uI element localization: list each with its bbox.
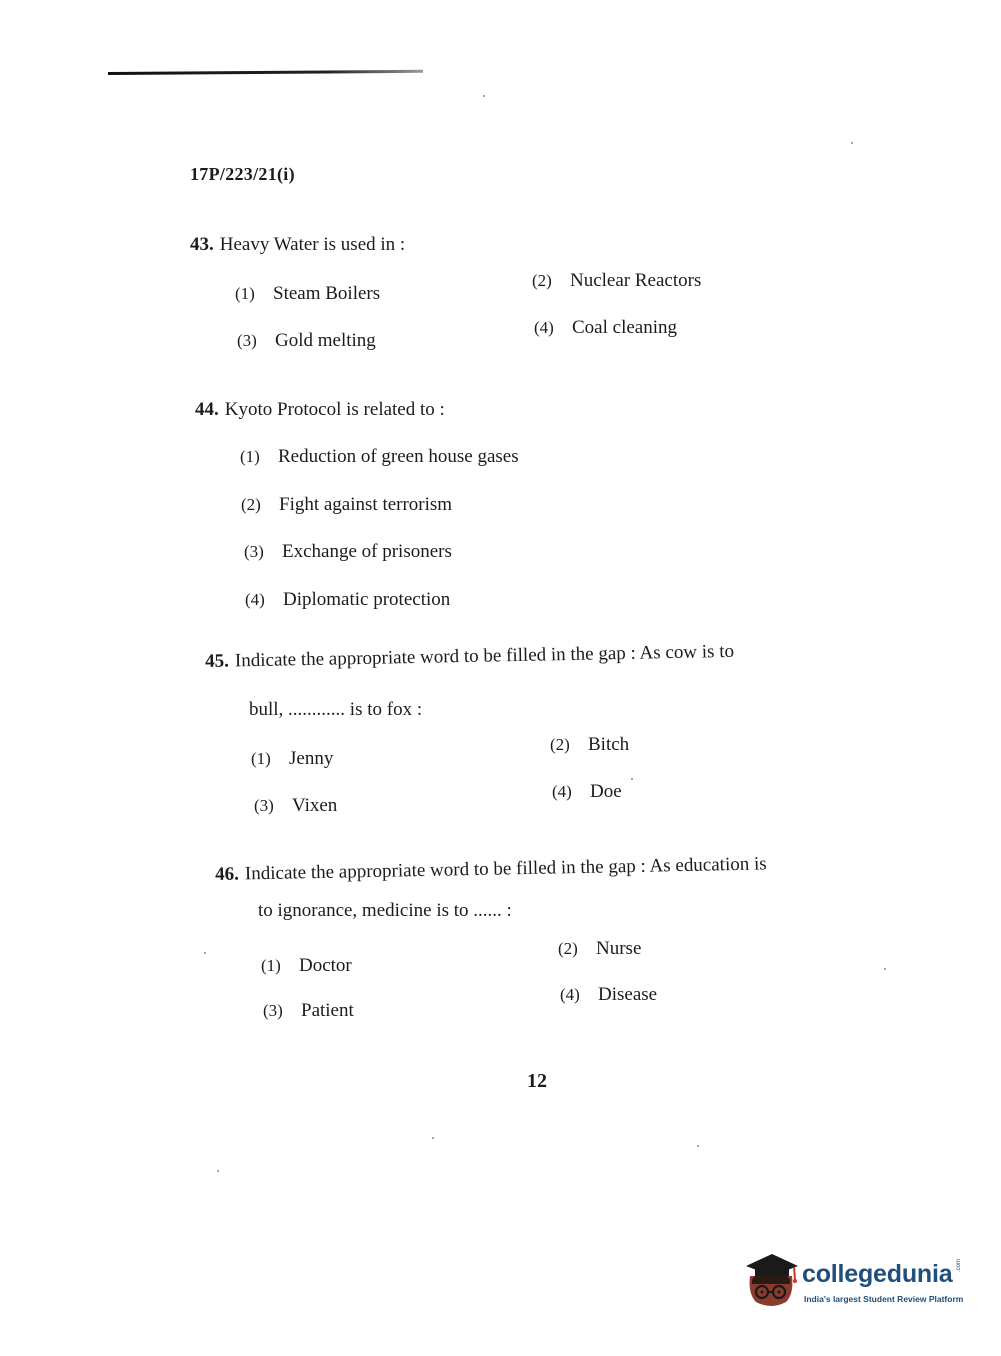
- logo-suffix: .com: [956, 1258, 962, 1272]
- question-text: Indicate the appropriate word to be filled in the gap : As cow is to: [234, 640, 735, 672]
- question-number: 44.: [195, 399, 219, 420]
- option-text: Bitch: [588, 734, 630, 755]
- question-number: 43.: [190, 234, 214, 255]
- option-text: Exchange of prisoners: [282, 541, 452, 562]
- question-text: to ignorance, medicine is to ...... :: [258, 900, 512, 921]
- question-46-continued: [258, 900, 512, 922]
- top-rule: [108, 70, 423, 75]
- q43-option-1[interactable]: [235, 283, 380, 305]
- option-number: (4): [534, 318, 554, 337]
- scan-speck: [884, 968, 886, 970]
- option-text: Fight against terrorism: [279, 494, 453, 515]
- option-number: (4): [560, 985, 580, 1004]
- logo-tagline: India's largest Student Review Platform: [804, 1294, 964, 1304]
- option-number: (4): [245, 590, 265, 609]
- option-number: (2): [558, 939, 578, 958]
- question-45-continued: [249, 699, 422, 721]
- scan-speck: [851, 142, 853, 144]
- option-text: Disease: [598, 984, 658, 1005]
- q45-option-2[interactable]: [550, 734, 629, 756]
- scan-speck: [432, 1137, 434, 1139]
- question-43: [190, 234, 405, 256]
- collegedunia-logo: [742, 1250, 972, 1310]
- option-number: (4): [552, 782, 572, 801]
- option-text: Coal cleaning: [572, 317, 677, 338]
- q46-option-1[interactable]: [261, 955, 352, 977]
- q44-option-4[interactable]: [245, 589, 450, 611]
- option-number: (1): [235, 284, 255, 303]
- option-number: (3): [254, 796, 274, 815]
- question-text: bull, ............ is to fox :: [249, 699, 423, 720]
- q44-option-2[interactable]: [241, 494, 452, 516]
- scan-speck: [697, 1145, 699, 1147]
- option-text: Doctor: [299, 955, 352, 976]
- option-text: Jenny: [289, 748, 334, 769]
- question-46: [215, 853, 767, 886]
- q44-option-3[interactable]: [244, 541, 452, 563]
- option-number: (1): [251, 749, 271, 768]
- question-44: [195, 399, 445, 421]
- question-number: 46.: [215, 863, 240, 885]
- q44-option-1[interactable]: [240, 446, 519, 468]
- option-text: Nurse: [596, 938, 642, 959]
- logo-brand: collegedunia: [802, 1260, 953, 1288]
- option-number: (1): [240, 447, 260, 466]
- q43-option-2[interactable]: [532, 270, 701, 292]
- option-number: (2): [241, 495, 261, 514]
- q46-option-4[interactable]: [560, 984, 657, 1006]
- question-text: Heavy Water is used in :: [219, 234, 406, 255]
- option-text: Reduction of green house gases: [278, 446, 519, 467]
- mascot-icon: [742, 1250, 800, 1308]
- scan-speck: [483, 95, 485, 97]
- question-number: 45.: [205, 650, 230, 672]
- option-number: (3): [244, 542, 264, 561]
- option-text: Steam Boilers: [273, 283, 381, 304]
- option-text: Vixen: [292, 795, 338, 816]
- scan-speck: [631, 778, 633, 780]
- option-number: (2): [532, 271, 552, 290]
- q46-option-2[interactable]: [558, 938, 641, 960]
- question-text: Kyoto Protocol is related to :: [224, 399, 445, 420]
- option-number: (2): [550, 735, 570, 754]
- option-number: (3): [263, 1001, 283, 1020]
- q45-option-4[interactable]: [552, 781, 622, 803]
- option-text: Doe: [590, 781, 622, 802]
- option-number: (1): [261, 956, 281, 975]
- option-text: Diplomatic protection: [283, 589, 451, 610]
- q45-option-3[interactable]: [254, 795, 337, 817]
- question-text: Indicate the appropriate word to be filled in the gap : As education is: [244, 853, 767, 885]
- option-text: Nuclear Reactors: [570, 270, 702, 291]
- q46-option-3[interactable]: [263, 1000, 354, 1022]
- scan-speck: [204, 952, 206, 954]
- option-text: Gold melting: [275, 330, 376, 351]
- paper-code: 17P/223/21(i): [190, 164, 295, 184]
- q45-option-1[interactable]: [251, 748, 333, 770]
- page-number: 12: [527, 1070, 547, 1092]
- option-number: (3): [237, 331, 257, 350]
- q43-option-3[interactable]: [237, 330, 376, 352]
- option-text: Patient: [301, 1000, 354, 1021]
- q43-option-4[interactable]: [534, 317, 677, 339]
- question-45: [205, 641, 734, 673]
- scan-speck: [217, 1170, 219, 1172]
